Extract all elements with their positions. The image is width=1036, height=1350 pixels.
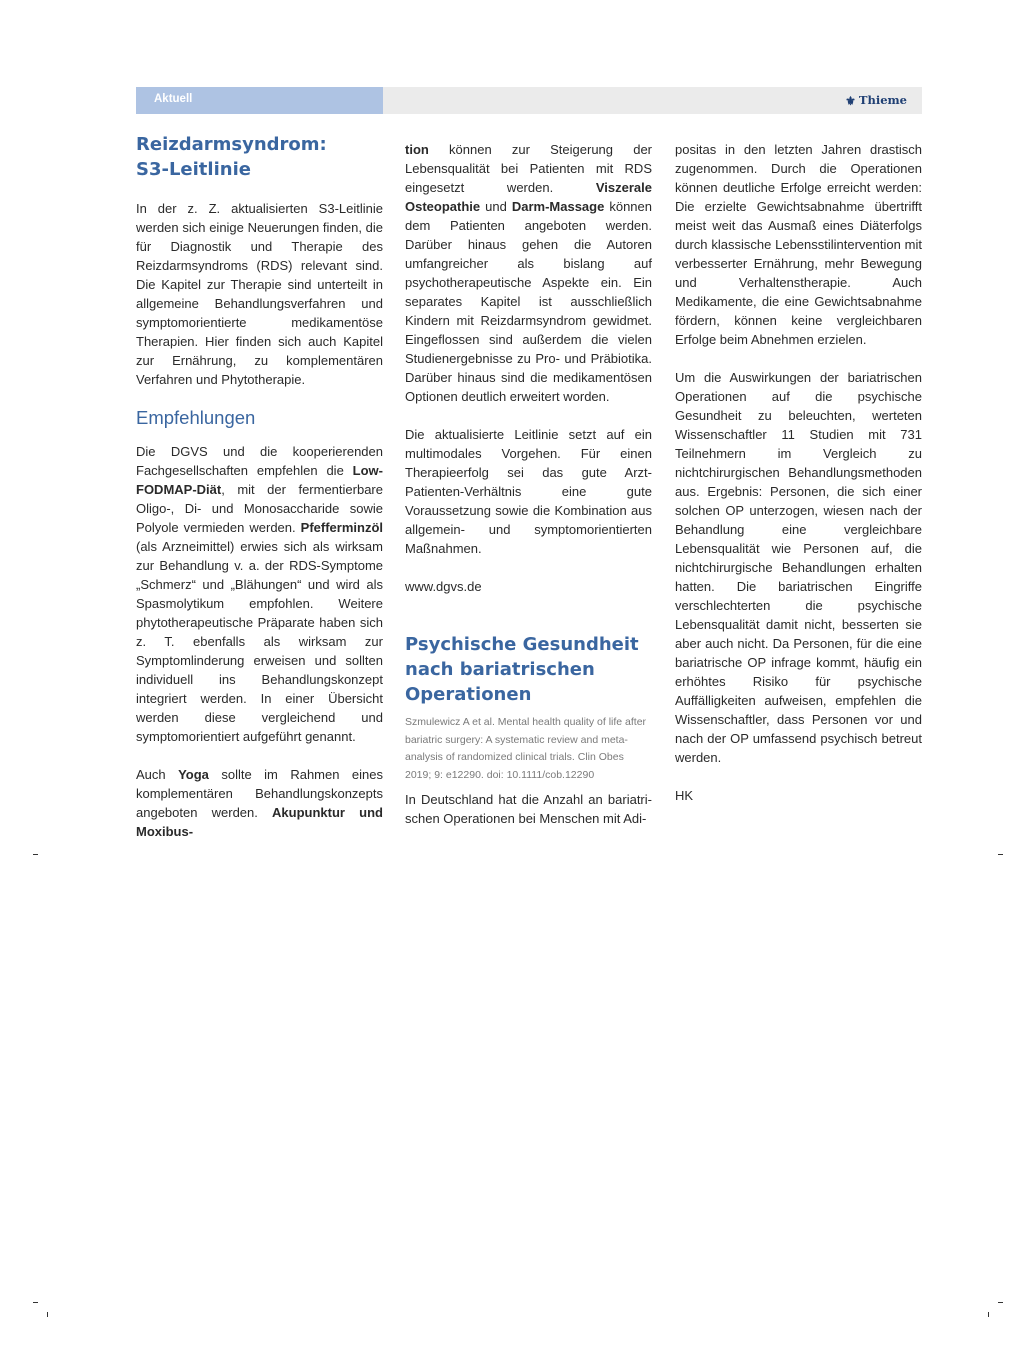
text-run: können dem Patienten angeboten werden. Darüber hinaus gehen die Autoren umfangreicher als bislang auf psychotherapeutische Aspekte ein. Ein separates Kapitel ist ausschließlich Kindern mit Reizdarmsyndrom gewidmet. Eingeflossen sind außerdem die vielen Studienergebnisse zu Pro- und Präbiotika. Darüber hinaus sind die medikamentösen Optionen deutlich erweitert worden. xyxy=(405,199,653,404)
emphasis-osteopathy: Viszerale Osteopathie xyxy=(405,180,652,214)
column-1 xyxy=(136,132,383,841)
crop-mark xyxy=(988,1312,989,1317)
text-run: sollte im Rahmen eines komplementären Behandlungskonzepts angeboten werden. xyxy=(136,767,383,820)
header-bar xyxy=(136,87,922,114)
paragraph-recommendations xyxy=(136,442,383,746)
emphasis-fodmap: Low-FODMAP-Diät xyxy=(136,463,383,497)
text-run: können zur Steigerung der Lebensqualität bei Patienten mit RDS eingesetzt werden. xyxy=(405,142,652,195)
article-intro: In der z. Z. aktualisierten S3-Leitlinie werden sich einige Neuerungen finden, die für Diagnostik und Therapie des Reizdarmsyndroms (RDS) relevant sind. Die Kapitel zur Therapie sind unterteilt in allgemeine Behandlungsverfahren und symptomorientierte medikamentöse Therapien. Hier finden sich auch Kapitel zur Ernährung, zu komplementären Verfahren und Phytotherapie. xyxy=(136,201,383,387)
article-title-bariatric xyxy=(405,632,652,707)
crop-mark xyxy=(998,854,1003,855)
crop-mark xyxy=(33,1302,38,1303)
emphasis-acupuncture-cont: tion xyxy=(405,142,429,157)
paragraph-bariatric-results: Um die Auswirkungen der bariatrischen Operationen auf die psychische Gesundheit zu beleuchten, werteten Wissenschaftler 11 Studien mit 731 Teilnehmern im Vergleich zu nichtchirurgischen Behandlungsmethoden aus. Ergebnis: Personen, die sich einer solchen OP unterzogen, wiesen nach der Behandlung eine vergleichbare Lebensqualität wie Personen auf, die nichtchirurgische Behandlungen erhalten hatten. Die bariatrischen Eingriffe verschlechterten die psychische Lebensqualität damit nicht, besserten sie aber auch nicht. Da Personen, für die eine bariatrische OP infrage kommt, häufig ein erhöhtes Risiko für psychische Auffälligkeiten aufweisen, empfehlen die Wissenschaftler, dass Personen vor und nach der OP umfassend psychisch betreut werden. xyxy=(675,370,922,765)
paragraph-bariatric-intro: In Deutschland hat die Anzahl an bariatrischen Operationen bei Menschen mit Adi- xyxy=(405,792,652,826)
text-run: und xyxy=(480,199,512,214)
text-run: Auch xyxy=(136,767,179,782)
author-initials: HK xyxy=(675,788,694,803)
paragraph-bariatric-intro-cont: positas in den letzten Jahren drastisch zugenommen. Durch die Operationen können deutliche Erfolge erreicht werden: Die erzielte Gewichtsabnahme übertrifft meist weit das Ausmaß eines Diäterfolgs durch klassische Lebensstilintervention mit verbesserter Ernährung, mehr Bewegung und Verhaltenstherapie. Auch Medikamente, die eine Gewichtsabnahme fördern, können keine vergleichbaren Erfolge beim Abnehmen erzielen. xyxy=(675,142,922,347)
crop-mark xyxy=(47,1312,48,1317)
crop-mark xyxy=(998,1302,1003,1303)
title-line: nach bariatrischen xyxy=(405,659,595,680)
title-line: Operationen xyxy=(405,684,532,705)
publisher-logo xyxy=(845,87,907,114)
text-run: , mit der fermentierbare Oligo-, Di- und Monosaccharide sowie Polyole vermieden werden. xyxy=(136,482,383,535)
article-title-ibs xyxy=(136,132,383,182)
crop-mark xyxy=(33,854,38,855)
title-line: Psychische Gesundheit xyxy=(405,634,639,655)
emphasis-acupuncture: Akupunktur und Moxibus- xyxy=(136,805,383,839)
source-link[interactable]: www.dgvs.de xyxy=(405,579,482,594)
section-label: Aktuell xyxy=(136,87,383,114)
crest-icon: ⚜ xyxy=(845,93,856,108)
title-line: S3-Leitlinie xyxy=(136,159,251,180)
emphasis-peppermint: Pfefferminzöl xyxy=(300,520,383,535)
paragraph-multimodal: Die aktualisierte Leitlinie setzt auf ein multimodales Vorgehen. Für einen Therapieerfolg sei das gute Arzt-Patienten-Verhältnis eine gute Voraussetzung sowie die Kombination aus allgemein- und symptomorientierten Maßnahmen. xyxy=(405,427,652,556)
text-run: (als Arzneimittel) erwies sich als wirksam zur Behandlung v. a. der RDS-Symptome „Schmerz“ und „Blähungen“ und wird als Spasmolytikum empfohlen. Weitere phytotherapeutische Präparate haben sich z. T. ebenfalls als wirksam zur Symptomlinderung erweisen und sollten individuell ins Behandlungskonzept integriert werden. In einer Übersicht werden diese vergleichend und symptomorientiert aufgeführt genannt. xyxy=(136,539,383,744)
subheading-recommendations: Empfehlungen xyxy=(136,407,256,428)
article-citation: Szmulewicz A et al. Mental health quality of life after bariatric surgery: A systematic review and meta-analysis of randomized clinical trials. Clin Obes 2019; 9: e12290. doi: 10.1111/cob.12290 xyxy=(405,716,647,781)
column-2 xyxy=(405,132,652,828)
paragraph-complementary-start xyxy=(136,765,383,841)
text-run: Die DGVS und die kooperierenden Fachgesellschaften empfehlen die xyxy=(136,444,383,478)
paragraph-complementary-cont xyxy=(405,140,652,406)
emphasis-yoga: Yoga xyxy=(178,767,209,782)
column-3 xyxy=(675,132,922,805)
publisher-name: Thieme xyxy=(858,93,907,107)
emphasis-massage: Darm-Massage xyxy=(511,199,605,214)
title-line: Reizdarmsyndrom: xyxy=(136,134,327,155)
